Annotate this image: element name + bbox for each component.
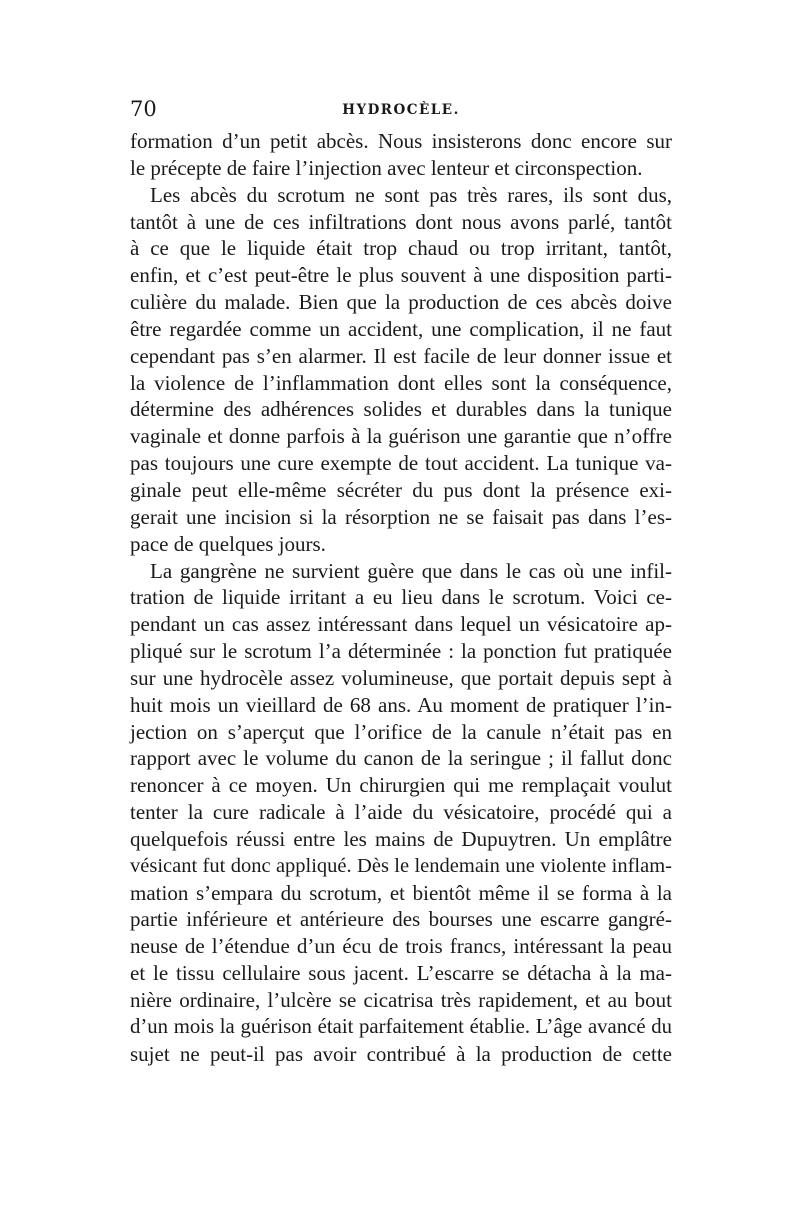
text-line: pendant un cas assez intéressant dans lequel un vésicatoire ap- <box>130 612 672 637</box>
page-header <box>130 96 672 126</box>
text-line: détermine des adhérences solides et durables dans la tunique <box>130 397 672 422</box>
text-line: la violence de l’inflammation dont elles sont la conséquence, <box>130 370 672 395</box>
text-line: d’un mois la guérison était parfaitement établie. L’âge avancé du <box>130 1015 672 1038</box>
text-line: quelquefois réussi entre les mains de Dupuytren. Un emplâtre <box>130 826 672 851</box>
text-line: jection on s’aperçut que l’orifice de la canule n’était pas en <box>130 719 672 744</box>
running-title: HYDROCÈLE. <box>342 102 460 118</box>
page-number: 70 <box>130 97 157 121</box>
text-line: le précepte de faire l’injection avec lenteur et circonspection. <box>130 155 643 180</box>
text-line: Les abcès du scrotum ne sont pas très rares, ils sont dus, <box>150 182 672 207</box>
text-line: La gangrène ne survient guère que dans le cas où une infil- <box>150 558 672 583</box>
text-line: pas toujours une cure exempte de tout accident. La tunique va- <box>130 451 672 476</box>
text-line: huit mois un vieillard de 68 ans. Au moment de pratiquer l’in- <box>130 692 672 717</box>
text-line: neuse de l’étendue d’un écu de trois francs, intéressant la peau <box>130 934 672 959</box>
text-line: à ce que le liquide était trop chaud ou trop irritant, tantôt, <box>130 236 672 261</box>
text-line: et le tissu cellulaire sous jacent. L’escarre se détacha à la ma- <box>130 961 672 986</box>
body-text <box>130 128 672 1068</box>
text-line: tenter la cure radicale à l’aide du vésicatoire, procédé qui a <box>130 800 672 825</box>
text-line: culière du malade. Bien que la production de ces abcès doive <box>130 290 672 315</box>
text-line: nière ordinaire, l’ulcère se cicatrisa très rapidement, et au bout <box>130 988 672 1012</box>
text-line: pace de quelques jours. <box>130 531 326 556</box>
text-line: être regardée comme un accident, une complication, il ne faut <box>130 316 672 341</box>
text-line: sur une hydrocèle assez volumineuse, que portait depuis sept à <box>130 665 672 690</box>
text-line: renoncer à ce moyen. Un chirurgien qui me remplaçait voulut <box>130 773 672 798</box>
text-line: rapport avec le volume du canon de la seringue ; il fallut donc <box>130 746 672 771</box>
text-line: vésicant fut donc appliqué. Dès le lendemain une violente inflam- <box>130 854 672 877</box>
text-line: formation d’un petit abcès. Nous insisterons donc encore sur <box>130 129 672 153</box>
text-line: tantôt à une de ces infiltrations dont nous avons parlé, tantôt <box>130 209 672 234</box>
text-line: vaginale et donne parfois à la guérison une garantie que n’offre <box>130 424 672 449</box>
text-line: pliqué sur le scrotum l’a déterminée : la ponction fut pratiquée <box>130 639 672 664</box>
text-line: ginale peut elle-même sécréter du pus dont la présence exi- <box>130 477 672 502</box>
text-line: tration de liquide irritant a eu lieu dans le scrotum. Voici ce- <box>130 585 672 610</box>
text-line: enfin, et c’est peut-être le plus souvent à une disposition parti- <box>130 263 672 288</box>
text-line: sujet ne peut-il pas avoir contribué à la production de cette <box>130 1041 672 1066</box>
text-line: mation s’empara du scrotum, et bientôt même il se forma à la <box>130 880 672 905</box>
text-line: partie inférieure et antérieure des bourses une escarre gangré- <box>130 907 672 932</box>
text-line: cependant pas s’en alarmer. Il est facile de leur donner issue et <box>130 343 672 368</box>
text-line: gerait une incision si la résorption ne se faisait pas dans l’es- <box>130 504 672 529</box>
